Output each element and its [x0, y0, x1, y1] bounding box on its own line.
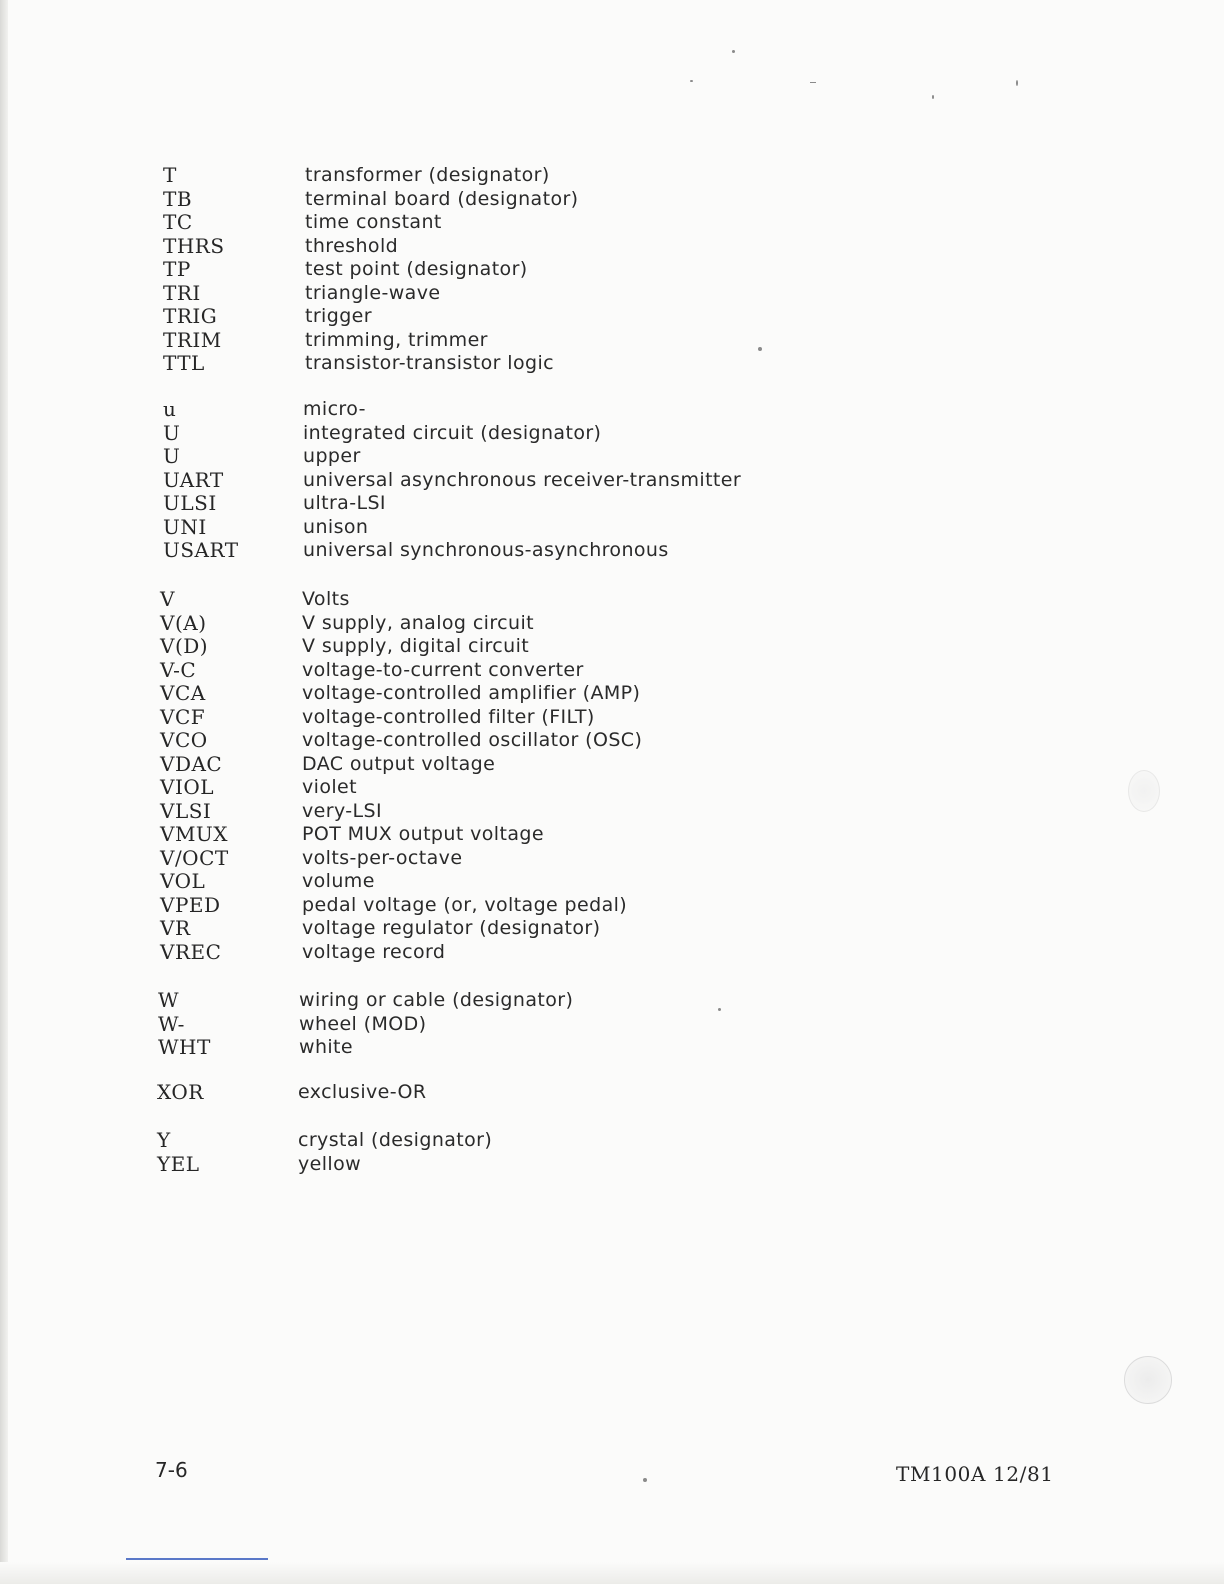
abbrev-term: VREC: [160, 939, 222, 964]
abbrev-term: ULSI: [163, 491, 217, 515]
scan-bottom-edge: [0, 1562, 1224, 1584]
abbrev-term: u: [163, 397, 177, 421]
abbrev-definition: triangle-wave: [305, 281, 441, 304]
abbrev-definition: wiring or cable (designator): [299, 989, 574, 1011]
abbrev-definition: wheel (MOD): [299, 1012, 427, 1035]
abbrev-definition: exclusive-OR: [298, 1081, 427, 1103]
abbrev-term: VPED: [160, 892, 221, 917]
scan-smudge: [1128, 770, 1160, 812]
abbrev-definition: universal synchronous-asynchronous: [303, 539, 669, 561]
abbrev-definition: V supply, digital circuit: [302, 635, 530, 657]
abbrev-term: TRIM: [163, 327, 222, 352]
abbrev-term: V-C: [160, 657, 197, 682]
abbrev-definition: very-LSI: [302, 799, 382, 822]
abbrev-term: V(A): [160, 610, 207, 635]
abbrev-definition: upper: [303, 445, 361, 467]
abbrev-term: VR: [160, 916, 191, 940]
abbrev-term: T: [163, 163, 177, 187]
abbrev-definition: terminal board (designator): [305, 187, 579, 210]
abbrev-definition: universal asynchronous receiver-transmitter: [303, 468, 742, 491]
abbrev-term: TB: [163, 186, 193, 211]
abbrev-definition: micro-: [303, 398, 366, 420]
abbrev-term: U: [163, 444, 181, 468]
abbrev-definition: voltage-controlled oscillator (OSC): [302, 729, 643, 751]
scan-speck: [1016, 80, 1018, 86]
abbrev-definition: trimming, trimmer: [305, 328, 488, 351]
abbrev-term: USART: [163, 538, 239, 562]
abbrev-term: TRI: [163, 280, 201, 305]
scan-smudge: [1124, 1356, 1172, 1404]
page-number: 7-6: [155, 1458, 188, 1482]
abbrev-term: VCO: [160, 728, 208, 752]
abbrev-definition: yellow: [298, 1152, 362, 1175]
abbrev-definition: Volts: [302, 588, 350, 610]
abbrev-definition: voltage-to-current converter: [302, 658, 584, 681]
abbrev-definition: voltage regulator (designator): [302, 917, 601, 939]
abbrev-definition: integrated circuit (designator): [303, 421, 602, 444]
abbrev-definition: voltage-controlled amplifier (AMP): [302, 682, 641, 704]
abbrev-definition: POT MUX output voltage: [302, 823, 544, 845]
document-id: TM100A 12/81: [896, 1462, 1054, 1486]
abbrev-definition: V supply, analog circuit: [302, 611, 534, 634]
abbrev-definition: white: [299, 1036, 353, 1058]
abbrev-term: TTL: [163, 351, 205, 375]
abbrev-definition: voltage-controlled filter (FILT): [302, 705, 595, 728]
abbrev-term: XOR: [157, 1080, 204, 1104]
abbrev-term: W: [158, 988, 180, 1012]
scan-left-edge: [0, 0, 8, 1584]
abbrev-term: VIOL: [160, 775, 215, 799]
abbrev-term: TRIG: [163, 304, 218, 328]
scan-speck: [932, 95, 934, 99]
abbrev-definition: trigger: [305, 305, 372, 327]
abbrev-definition: volume: [302, 870, 375, 892]
abbrev-term: V: [160, 587, 175, 611]
abbrev-term: VCF: [160, 704, 206, 729]
abbrev-definition: test point (designator): [305, 258, 528, 280]
abbrev-term: Y: [157, 1128, 171, 1152]
abbrev-definition: transformer (designator): [305, 164, 550, 186]
abbrev-definition: violet: [302, 776, 357, 798]
abbrev-term: UART: [163, 467, 224, 492]
abbrev-term: THRS: [163, 233, 225, 258]
abbrev-definition: ultra-LSI: [303, 492, 386, 514]
abbrev-term: UNI: [163, 514, 207, 539]
scan-speck: [732, 50, 735, 53]
scan-speck: [758, 347, 762, 351]
abbrev-definition: threshold: [305, 234, 399, 257]
abbrev-term: V/OCT: [160, 845, 229, 870]
abbrev-definition: time constant: [305, 211, 442, 233]
abbrev-term: YEL: [157, 1151, 200, 1176]
abbrev-term: V(D): [160, 634, 209, 658]
abbrev-term: TP: [163, 257, 191, 281]
abbrev-definition: crystal (designator): [298, 1129, 493, 1151]
abbrev-term: WHT: [158, 1035, 211, 1059]
abbrev-term: VLSI: [160, 798, 212, 823]
abbrev-definition: transistor-transistor logic: [305, 352, 554, 374]
abbrev-term: U: [163, 420, 181, 445]
abbrev-term: VMUX: [160, 822, 229, 846]
abbrev-definition: unison: [303, 515, 369, 538]
scan-speck: [643, 1478, 647, 1482]
abbrev-term: VCA: [160, 681, 206, 705]
abbrev-term: TC: [163, 210, 193, 234]
scan-speck: [718, 1008, 721, 1011]
abbrev-definition: volts-per-octave: [302, 846, 463, 869]
abbrev-definition: voltage record: [302, 940, 446, 963]
abbrev-term: W-: [158, 1011, 185, 1036]
abbrev-term: VOL: [160, 869, 206, 893]
scan-speck: [690, 80, 693, 82]
abbrev-definition: DAC output voltage: [302, 752, 496, 775]
scan-blue-mark: [126, 1558, 268, 1560]
abbrev-term: VDAC: [160, 751, 223, 776]
abbrev-definition: pedal voltage (or, voltage pedal): [302, 893, 628, 916]
scan-speck: [810, 82, 816, 83]
